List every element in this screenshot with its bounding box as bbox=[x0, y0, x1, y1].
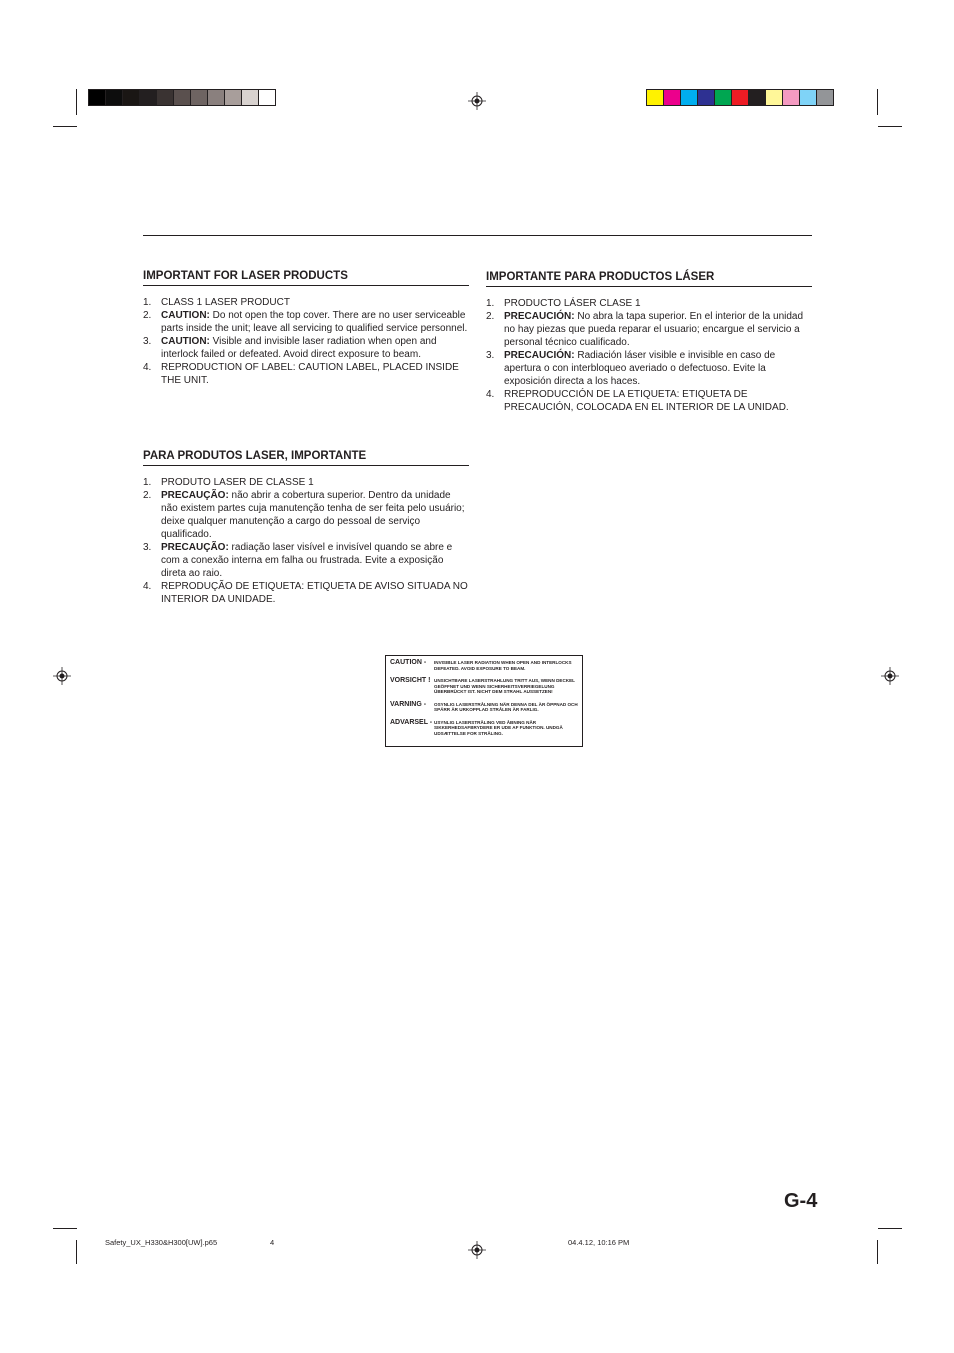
item-body: Do not open the top cover. There are no user serviceable parts inside the unit; leave all servicing to qualified service personnel. bbox=[161, 310, 468, 334]
item-text bbox=[504, 297, 641, 310]
crop-mark bbox=[53, 126, 77, 127]
color-swatch bbox=[88, 89, 106, 106]
item-body: PRODUCTO LÁSER CLASE 1 bbox=[504, 298, 641, 309]
list-item bbox=[143, 580, 469, 606]
label-text: USYNLIG LASERSTRÅLING VED ÅBNING NÅR SIKKERHEDSAFBRYDERE ER UDE AF FUNKTION. UNDGÅ UDSÆTTELSE FOR STRÅLING. bbox=[434, 719, 563, 736]
item-label: PRECAUCIÓN: bbox=[504, 350, 575, 361]
item-number: 1. bbox=[486, 298, 495, 309]
color-swatch bbox=[139, 89, 157, 106]
color-swatch bbox=[105, 89, 123, 106]
color-swatch bbox=[156, 89, 174, 106]
label-key: VORSICHT ! bbox=[390, 677, 431, 684]
color-swatch bbox=[714, 89, 732, 106]
list-item bbox=[486, 349, 812, 388]
item-body: RREPRODUCCIÓN DE LA ETIQUETA: ETIQUETA DE PRECAUCIÓN, COLOCADA EN EL INTERIOR DE LA UNIDAD. bbox=[504, 389, 789, 413]
crop-mark bbox=[878, 126, 902, 127]
label-key: VARNING - bbox=[390, 700, 427, 708]
label-row bbox=[390, 719, 582, 737]
list-item bbox=[143, 541, 469, 580]
instruction-list bbox=[143, 476, 469, 606]
label-key: CAUTION - bbox=[390, 659, 427, 666]
crop-mark bbox=[76, 1240, 77, 1264]
footer-filename: Safety_UX_H330&H300[UW].p65 bbox=[105, 1238, 218, 1247]
color-swatch bbox=[173, 89, 191, 106]
item-text bbox=[161, 361, 469, 387]
registration-mark-icon bbox=[468, 92, 486, 110]
item-number: 3. bbox=[143, 336, 152, 347]
label-text: OSYNLIG LASERSTRÅLNING NÄR DENNA DEL ÄR ÖPPNAD OCH SPÄRR ÄR URKOPPLAD STRÅLEN ÄR FARLIG. bbox=[434, 701, 578, 712]
section-title: IMPORTANT FOR LASER PRODUCTS bbox=[143, 270, 469, 286]
item-body: REPRODUCTION OF LABEL: CAUTION LABEL, PLACED INSIDE THE UNIT. bbox=[161, 362, 459, 386]
item-text bbox=[161, 309, 469, 335]
registration-mark-icon bbox=[468, 1241, 486, 1259]
color-swatch bbox=[816, 89, 834, 106]
section-spanish bbox=[486, 271, 812, 414]
color-swatch bbox=[122, 89, 140, 106]
color-swatch bbox=[680, 89, 698, 106]
item-label: CAUTION: bbox=[161, 336, 210, 347]
item-number: 2. bbox=[143, 310, 152, 321]
item-number: 4. bbox=[486, 389, 495, 400]
color-swatch bbox=[697, 89, 715, 106]
registration-mark-icon bbox=[53, 667, 71, 685]
color-swatch bbox=[782, 89, 800, 106]
item-label: PRECAUÇÃO: bbox=[161, 542, 229, 553]
item-body: REPRODUÇÃO DE ETIQUETA: ETIQUETA DE AVISO SITUADA NO INTERIOR DA UNIDADE. bbox=[161, 581, 468, 605]
item-body: Visible and invisible laser radiation when open and interlock failed or defeated. Avoid direct exposure to beam. bbox=[161, 336, 437, 360]
list-item bbox=[143, 296, 469, 309]
list-item bbox=[143, 309, 469, 335]
color-swatch bbox=[799, 89, 817, 106]
gray-calibration-bar bbox=[88, 89, 275, 106]
color-swatch bbox=[190, 89, 208, 106]
section-english bbox=[143, 270, 469, 387]
list-item bbox=[143, 361, 469, 387]
list-item bbox=[143, 489, 469, 541]
color-swatch bbox=[731, 89, 749, 106]
footer-page: 4 bbox=[270, 1238, 275, 1247]
item-text bbox=[504, 388, 812, 414]
item-text bbox=[161, 335, 469, 361]
color-swatch bbox=[258, 89, 276, 106]
item-number: 1. bbox=[143, 297, 152, 308]
item-text bbox=[161, 489, 469, 541]
crop-mark bbox=[76, 89, 77, 115]
crop-mark bbox=[53, 1228, 77, 1229]
color-swatch bbox=[663, 89, 681, 106]
item-body: radiação laser visível e invisível quando se abre e com a conexão interna em falha ou frustrada. Evite a exposição direta ao raio. bbox=[161, 542, 453, 579]
color-swatch bbox=[224, 89, 242, 106]
instruction-list bbox=[143, 296, 469, 387]
item-number: 3. bbox=[143, 542, 152, 553]
crop-mark bbox=[878, 1228, 902, 1229]
color-swatch bbox=[207, 89, 225, 106]
item-text bbox=[504, 349, 812, 388]
top-rule bbox=[143, 235, 812, 236]
label-row bbox=[390, 677, 582, 695]
label-row bbox=[390, 659, 582, 671]
item-body: PRODUTO LASER DE CLASSE 1 bbox=[161, 477, 314, 488]
item-text bbox=[504, 310, 812, 349]
caution-label bbox=[385, 655, 583, 747]
page-number: G-4 bbox=[784, 1190, 818, 1212]
item-text bbox=[161, 541, 469, 580]
list-item bbox=[486, 297, 812, 310]
item-label: PRECAUÇÃO: bbox=[161, 490, 229, 501]
item-text bbox=[161, 296, 290, 309]
list-item bbox=[143, 335, 469, 361]
item-number: 2. bbox=[143, 490, 152, 501]
item-body: CLASS 1 LASER PRODUCT bbox=[161, 297, 290, 308]
item-number: 4. bbox=[143, 362, 152, 373]
section-portuguese bbox=[143, 450, 469, 606]
registration-mark-icon bbox=[881, 667, 899, 685]
color-swatch bbox=[646, 89, 664, 106]
item-label: PRECAUCIÓN: bbox=[504, 311, 575, 322]
label-key: ADVARSEL - bbox=[390, 718, 433, 726]
instruction-list bbox=[486, 297, 812, 414]
label-row bbox=[390, 701, 582, 713]
list-item bbox=[486, 388, 812, 414]
item-body: não abrir a cobertura superior. Dentro da unidade não existem partes cuja manutenção tenha de ser feita pelo usuário; deixe qualquer manutenção a cargo do pessoal de serviço qualificado. bbox=[161, 490, 465, 540]
item-label: CAUTION: bbox=[161, 310, 210, 321]
section-title: PARA PRODUTOS LASER, IMPORTANTE bbox=[143, 450, 469, 466]
label-text: UNSICHTBARE LASERSTRAHLUNG TRITT AUS, WENN DECKEL GEÖFFNET UND WENN SICHERHEITSVERRIEGELUNG ÜBERBRÜCKT IST. NICHT DEM STRAHL AUSSETZEN! bbox=[434, 678, 575, 694]
color-swatch bbox=[748, 89, 766, 106]
label-text: INVISIBLE LASER RADIATION WHEN OPEN AND INTERLOCKS DEFEATED. AVOID EXPOSURE TO BEAM. bbox=[434, 660, 572, 671]
item-number: 4. bbox=[143, 581, 152, 592]
color-calibration-bar bbox=[646, 89, 833, 106]
color-swatch bbox=[241, 89, 259, 106]
list-item bbox=[143, 476, 469, 489]
footer-date: 04.4.12, 10:16 PM bbox=[568, 1238, 630, 1247]
section-title: IMPORTANTE PARA PRODUCTOS LÁSER bbox=[486, 271, 812, 287]
item-number: 1. bbox=[143, 477, 152, 488]
item-body: Radiación láser visible e invisible en caso de apertura o con interbloqueo averiado o defectuoso. Evite la exposición directa a los haces. bbox=[504, 350, 776, 387]
item-body: No abra la tapa superior. En el interior de la unidad no hay piezas que pueda reparar el usuario; encargue el servicio a personal técnico cualificado. bbox=[504, 311, 804, 348]
crop-mark bbox=[877, 1240, 878, 1264]
crop-mark bbox=[877, 89, 878, 115]
item-text bbox=[161, 476, 314, 489]
list-item bbox=[486, 310, 812, 349]
item-number: 3. bbox=[486, 350, 495, 361]
item-text bbox=[161, 580, 469, 606]
color-swatch bbox=[765, 89, 783, 106]
item-number: 2. bbox=[486, 311, 495, 322]
